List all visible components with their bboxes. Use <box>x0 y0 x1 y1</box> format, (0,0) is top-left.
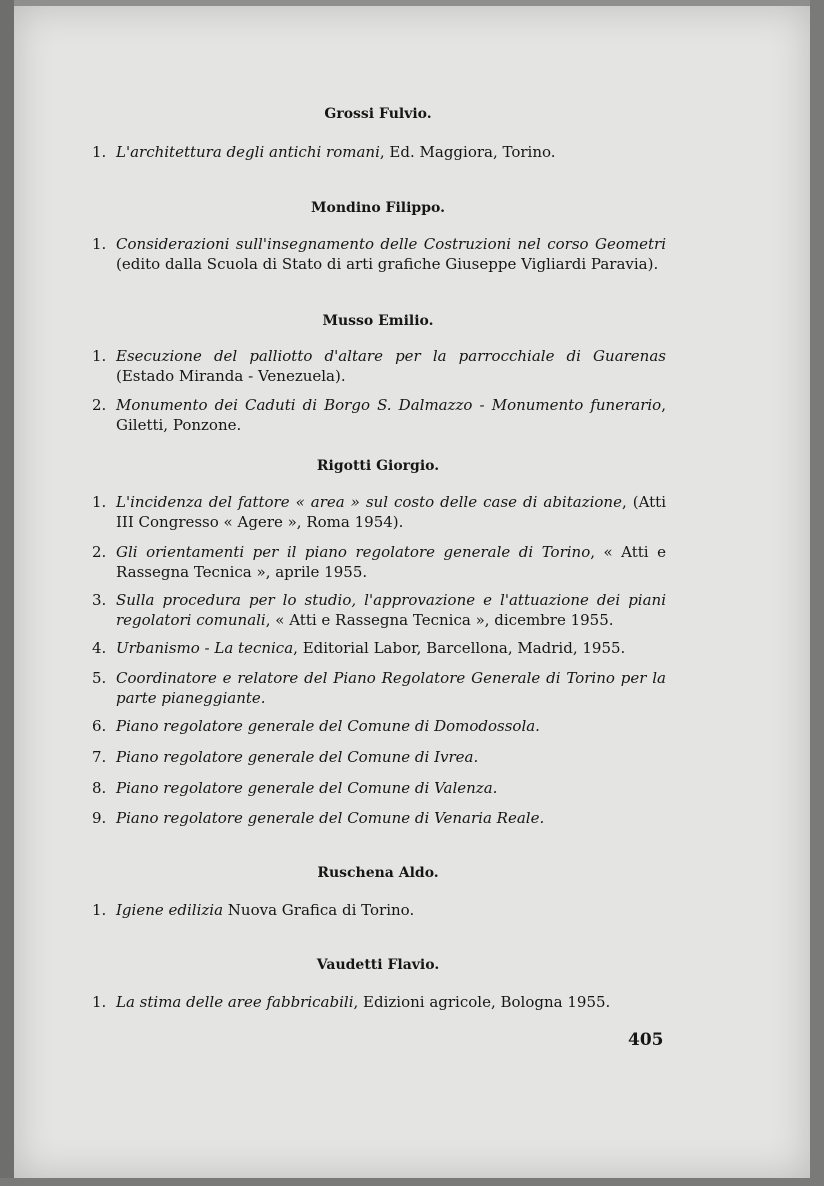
bibliography-entry: 1. L'incidenza del fattore « area » sul costo delle case di abitazione, (Atti III Congresso « Agere », Roma 1954). <box>92 493 666 531</box>
bibliography-entry: 3. Sulla procedura per lo studio, l'approvazione e l'attuazione dei piani regolatori comunali, « Atti e Rassegna Tecnica », dicembre 1955. <box>92 591 666 629</box>
bibliography-entry: 5. Coordinatore e relatore del Piano Regolatore Generale di Torino per la parte pianeggiante. <box>92 669 666 707</box>
bibliography-entry: 2. Gli orientamenti per il piano regolatore generale di Torino, « Atti e Rassegna Tecnica », aprile 1955. <box>92 543 666 581</box>
scan-edge-left <box>0 0 14 1186</box>
author-heading: Grossi Fulvio. <box>324 106 432 122</box>
bibliography-entry: 4. Urbanismo - La tecnica, Editorial Labor, Barcellona, Madrid, 1955. <box>92 639 626 657</box>
scan-edge-bottom <box>0 1178 824 1186</box>
author-heading: Musso Emilio. <box>322 313 434 329</box>
author-heading: Rigotti Giorgio. <box>316 458 440 474</box>
bibliography-entry: 9. Piano regolatore generale del Comune di Venaria Reale. <box>92 809 545 827</box>
author-heading: Mondino Filippo. <box>311 200 445 216</box>
bibliography-entry: 1. La stima delle aree fabbricabili, Edizioni agricole, Bologna 1955. <box>92 993 611 1011</box>
author-heading: Ruschena Aldo. <box>317 865 439 881</box>
bibliography-entry: 7. Piano regolatore generale del Comune di Ivrea. <box>92 748 479 766</box>
bibliography-entry: 1. L'architettura degli antichi romani, Ed. Maggiora, Torino. <box>92 143 556 161</box>
bibliography-entry: 2. Monumento dei Caduti di Borgo S. Dalmazzo - Monumento funerario, Giletti, Ponzone. <box>92 396 666 434</box>
bibliography-entry: 1. Esecuzione del palliotto d'altare per la parrocchiale di Guarenas (Estado Miranda - Venezuela). <box>92 347 666 385</box>
scan-edge-right <box>810 0 824 1186</box>
bibliography-entry: 6. Piano regolatore generale del Comune di Domodossola. <box>92 717 540 735</box>
author-heading: Vaudetti Flavio. <box>316 957 440 973</box>
bibliography-entry: 1. Considerazioni sull'insegnamento delle Costruzioni nel corso Geometri (edito dalla Scuola di Stato di arti grafiche Giuseppe Vigliardi Paravia). <box>92 235 666 273</box>
page-number: 405 <box>628 1030 664 1050</box>
bibliography-entry: 1. Igiene edilizia Nuova Grafica di Torino. <box>92 901 415 919</box>
bibliography-entry: 8. Piano regolatore generale del Comune di Valenza. <box>92 779 498 797</box>
